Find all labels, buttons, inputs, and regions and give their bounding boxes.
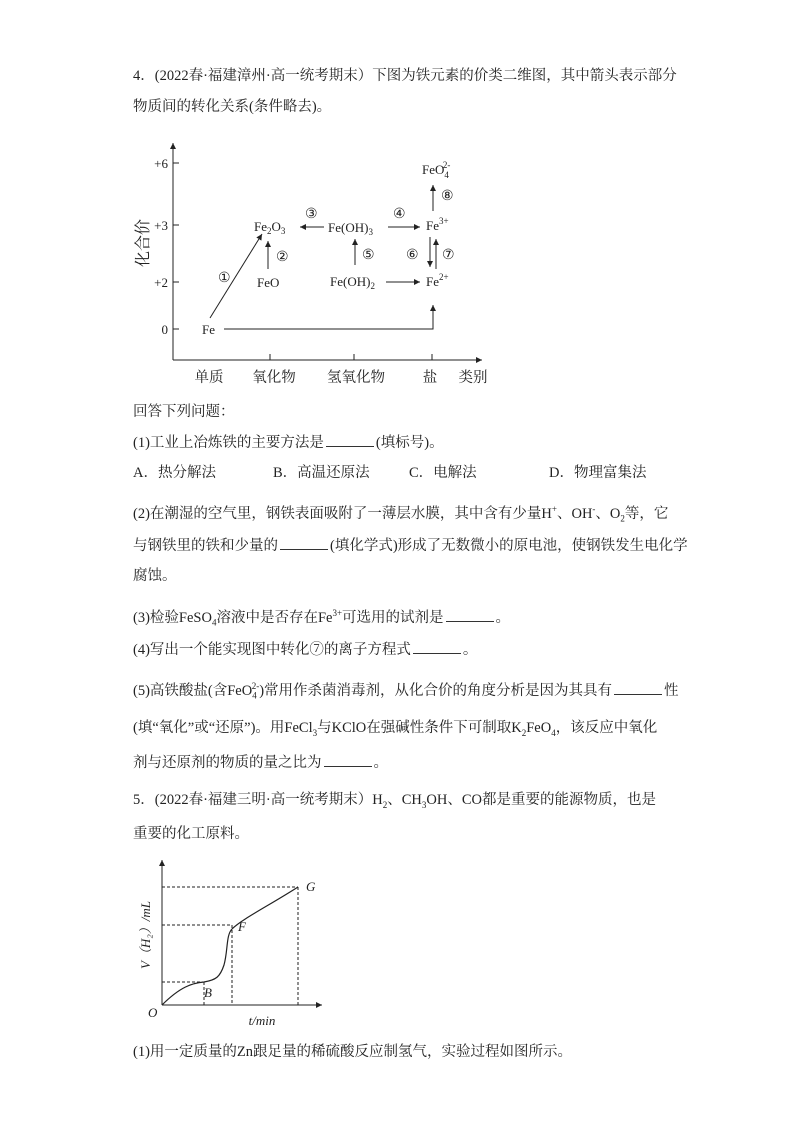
graph-origin: O — [148, 1005, 158, 1020]
h2-volume-graph — [130, 855, 330, 1030]
x-cat-elemental: 单质 — [194, 370, 224, 386]
y-tick-2: +2 — [154, 275, 168, 290]
answer-blank-3[interactable] — [446, 607, 494, 622]
answer-blank-4[interactable] — [413, 639, 461, 654]
y-tick-3: +3 — [154, 218, 168, 233]
answer-blank-5[interactable] — [614, 680, 662, 695]
q5-part1: (1)用一定质量的Zn跟足量的稀硫酸反应制氢气，实验过程如图所示。 — [133, 1044, 573, 1060]
option-d: D．物理富集法 — [549, 465, 647, 481]
species-feoh2: $Fe(OH)_2$ — [330, 274, 375, 291]
label-7: ⑦ — [442, 248, 455, 263]
iron-valence-diagram — [130, 135, 500, 395]
q4-part4: (4)写出一个能实现图中转化⑦的离子方程式 。 — [133, 639, 477, 660]
label-1: ① — [218, 271, 231, 286]
graph-x-label: t/min — [248, 1013, 276, 1028]
label-2: ② — [276, 250, 289, 265]
q4-part2-line2: 与钢铁里的铁和少量的 (填化学式)形成了无数微小的原电池，使钢铁发生电化学 — [133, 535, 688, 556]
point-b: B — [204, 985, 212, 1000]
x-cat-hydroxide: 氢氧化物 — [327, 370, 385, 386]
answer-blank-6[interactable] — [324, 752, 372, 767]
arrow-fe-fe2 — [224, 305, 433, 329]
species-feoh3: $Fe(OH)_3$ — [328, 220, 373, 237]
answer-intro: 回答下列问题： — [133, 404, 235, 420]
q4-part1: (1)工业上冶炼铁的主要方法是 (填标号)。 — [133, 432, 444, 453]
option-b: B．高温还原法 — [273, 465, 370, 481]
label-8: ⑧ — [441, 189, 454, 204]
label-6: ⑥ — [406, 248, 419, 263]
species-fe2: $Fe^{2+}$ — [426, 272, 449, 289]
point-g: G — [306, 879, 316, 894]
q4-stem-line2: 物质间的转化关系(条件略去)。 — [133, 99, 332, 115]
y-tick-0: 0 — [161, 322, 168, 337]
x-axis-label: 类别 — [458, 370, 488, 386]
species-fe2o3: $Fe_2O_3$ — [254, 219, 286, 236]
option-c: C．电解法 — [409, 465, 477, 481]
answer-blank-2[interactable] — [280, 535, 328, 550]
q4-stem-line1: 4．(2022春·福建漳州·高一统考期末）下图为铁元素的价类二维图，其中箭头表示部分 — [133, 68, 677, 84]
label-3: ③ — [305, 207, 318, 222]
q4-part2-line3: 腐蚀。 — [133, 568, 177, 584]
q4-part5-line2: (填“氧化”或“还原”)。用FeCl$_3$与KClO在强碱性条件下可制取$K_2FeO_4$，该反应中氧化 — [133, 720, 658, 738]
species-fe3: $Fe^{3+}$ — [426, 216, 449, 233]
q4-part2-line1: (2)在潮湿的空气里，钢铁表面吸附了一薄层水膜，其中含有少量H+、OH-、$O_2$等，它 — [133, 504, 669, 524]
graph-y-label: V（H₂）/mL — [138, 900, 153, 970]
option-a: A．热分解法 — [133, 465, 216, 481]
q5-stem-line1: 5．(2022春·福建三明·高一统考期末）$H_2$、$CH_3OH$、CO都是重要的能源物质，也是 — [133, 792, 656, 810]
x-cat-oxide: 氧化物 — [252, 370, 296, 386]
point-f: F — [238, 919, 246, 934]
species-feo: FeO — [257, 275, 280, 290]
y-tick-6: +6 — [154, 156, 168, 171]
q4-part5-line3: 剂与还原剂的物质的量之比为 。 — [133, 752, 388, 773]
answer-blank-1[interactable] — [326, 432, 374, 447]
q4-part3: (3)检验FeSO$_4$溶液中是否存在$Fe^{3+}$可选用的试剂是 。 — [133, 608, 511, 628]
h2-curve — [162, 887, 298, 1005]
species-fe: Fe — [202, 322, 215, 337]
label-5: ⑤ — [362, 248, 375, 263]
q4-options — [133, 463, 693, 483]
q4-part5-line1: (5)高铁酸盐(含FeO$_4^{2-}$)常用作杀菌消毒剂，从化合价的角度分析是因为其具有 性 — [133, 681, 679, 701]
q5-stem-line2: 重要的化工原料。 — [133, 826, 249, 842]
y-axis-label: 化合价 — [135, 218, 152, 268]
label-4: ④ — [393, 207, 406, 222]
species-feo4: FeO$_4$2- — [422, 160, 451, 180]
x-cat-salt: 盐 — [422, 370, 438, 386]
